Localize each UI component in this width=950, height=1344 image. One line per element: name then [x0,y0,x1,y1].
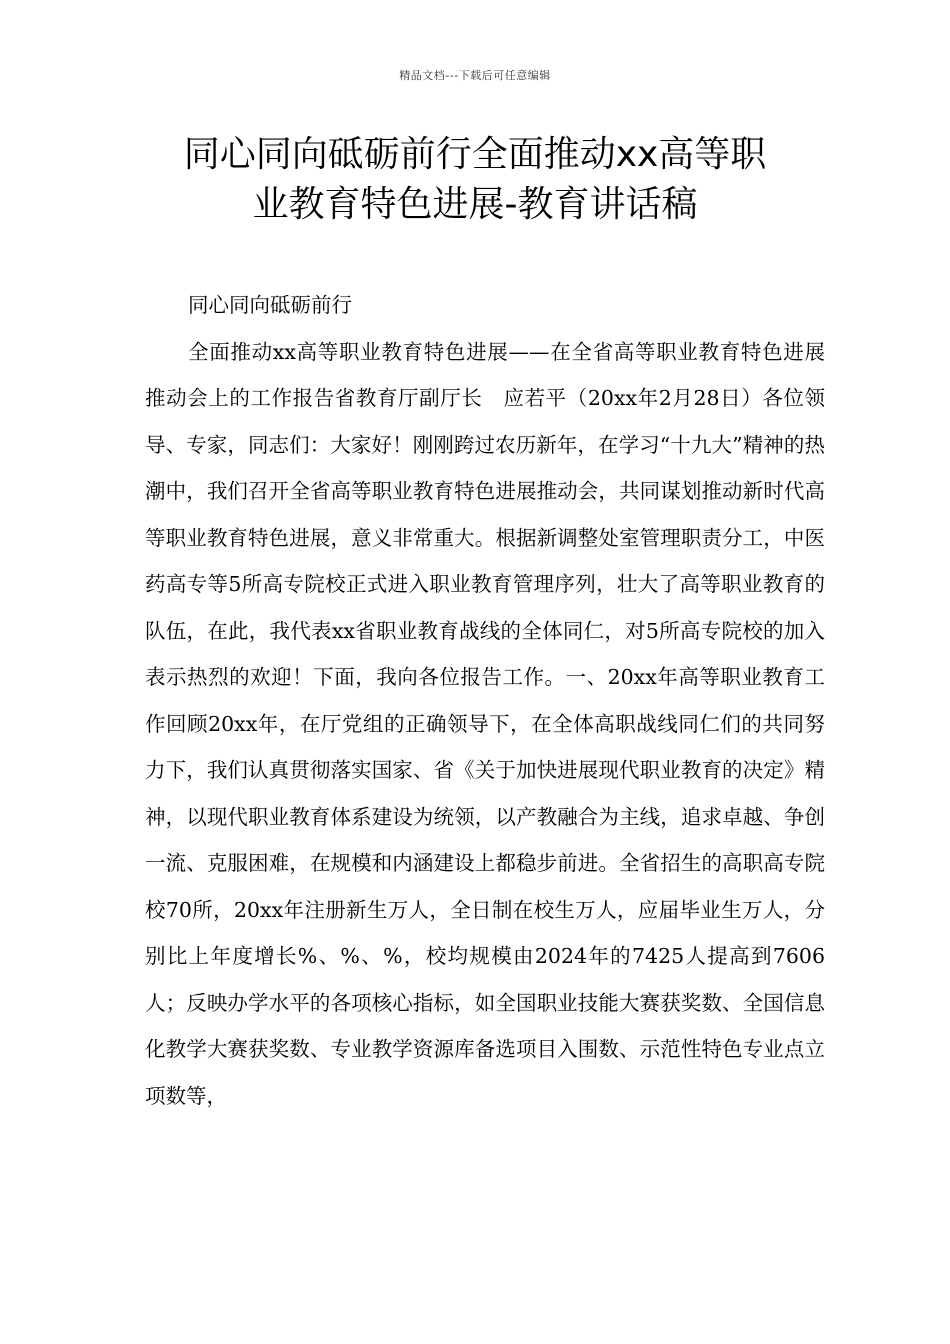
title-line-1: 同心同向砥砺前行全面推动xx高等职 [183,134,767,175]
paragraph: 全面推动xx高等职业教育特色进展——在全省高等职业教育特色进展推动会上的工作报告省教育厅副厅长 应若平（20xx年2月28日）各位领导、专家，同志们：大家好！刚刚跨过农历新年，在学习“十九大”精神的热潮中，我们召开全省高等职业教育特色进展推动会，共同谋划推动新时代高等职业教育特色进展，意义非常重大。根据新调整处室管理职责分工，中医药高专等5所高专院校正式进入职业教育管理序列，壮大了高等职业教育的队伍，在此，我代表xx省职业教育战线的全体同仁，对5所高专院校的加入表示热烈的欢迎！下面，我向各位报告工作。一、20xx年高等职业教育工作回顾20xx年，在厅党组的正确领导下，在全体高职战线同仁们的共同努力下，我们认真贯彻落实国家、省《关于加快进展现代职业教育的决定》精神，以现代职业教育体系建设为统领，以产教融合为主线，追求卓越、争创一流、克服困难，在规模和内涵建设上都稳步前进。全省招生的高职高专院校70所，20xx年注册新生万人，全日制在校生万人，应届毕业生万人，分别比上年度增长%、%、%，校均规模由2024年的7425人提高到7606人；反映办学水平的各项核心指标，如全国职业技能大赛获奖数、全国信息化教学大赛获奖数、专业教学资源库备选项目入围数、示范性特色专业点立项数等， [145,339,825,1108]
page-header: 精品文档---下载后可任意编辑 [399,69,551,82]
document-title [120,130,830,230]
paragraph: 同心同向砥砺前行 [188,293,352,317]
title-line-2: 业教育特色进展-教育讲话稿 [252,184,698,225]
document-body [145,282,825,1119]
